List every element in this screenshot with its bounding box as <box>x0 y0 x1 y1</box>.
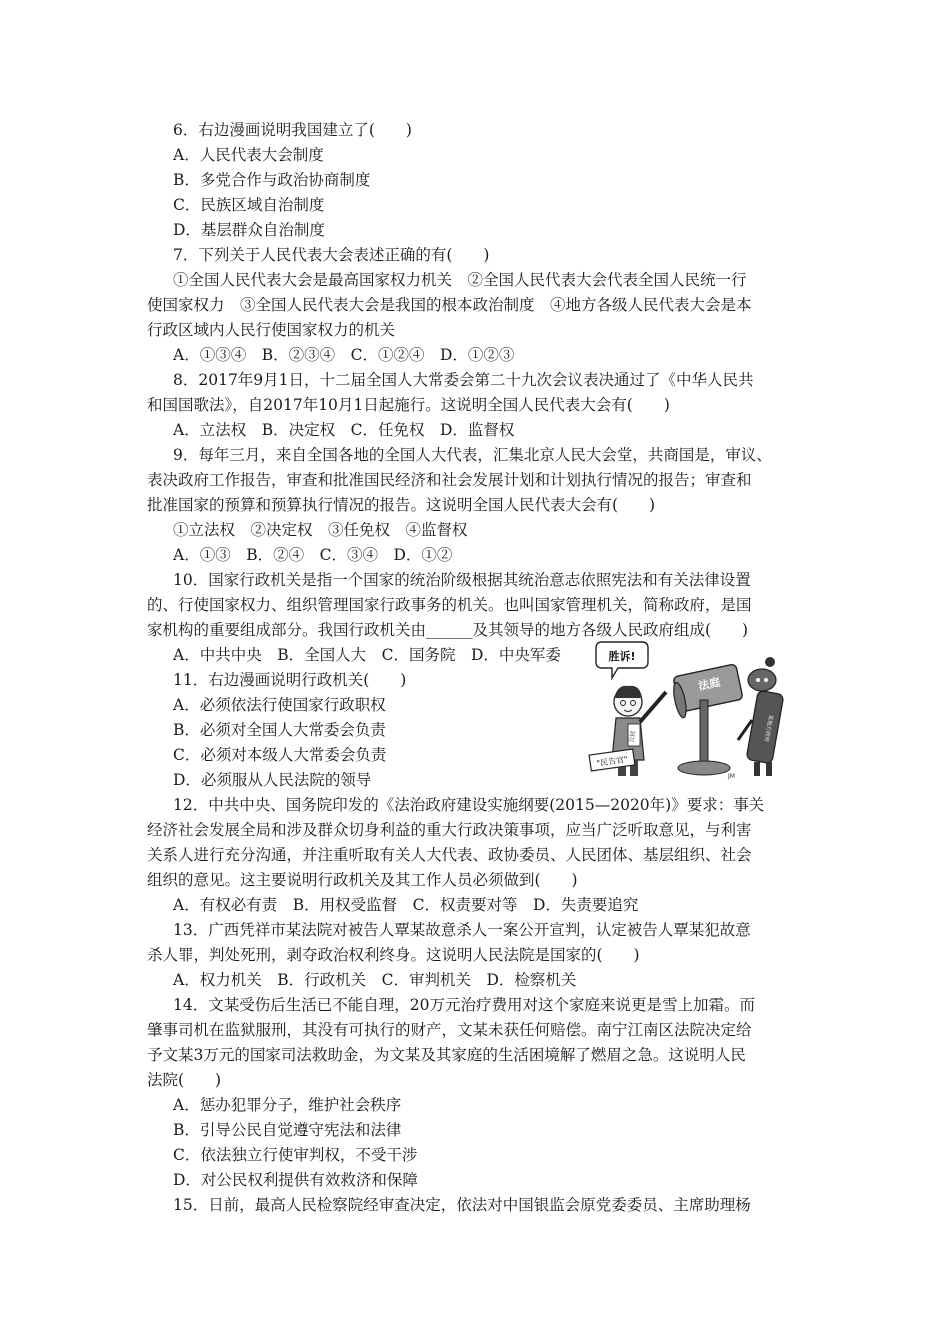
q11-option-d: D．必须服从人民法院的领导 <box>173 771 372 789</box>
q12-body-line-2: 关系人进行充分沟通，并注重听取有关人大代表、政协委员、人民团体、基层组织、社会 <box>147 846 752 864</box>
q10-options: A．中共中央 B．全国人大 C．国务院 D．中央军委 <box>173 646 561 664</box>
sign-text: "民告官" <box>596 754 629 769</box>
official-figure <box>738 657 784 776</box>
q8-options: A．立法权 B．决定权 C．任免权 D．监督权 <box>173 421 515 439</box>
q6-option-b: B．多党合作与政治协商制度 <box>173 171 371 189</box>
q11-option-a: A．必须依法行使国家行政职权 <box>173 696 386 714</box>
q6-option-d: D．基层群众自治制度 <box>173 221 325 239</box>
q15-stem: 15．日前，最高人民检察院经审查决定，依法对中国银监会原党委委员、主席助理杨 <box>173 1196 751 1214</box>
q9-items: ①立法权 ②决定权 ③任免权 ④监督权 <box>173 521 468 539</box>
q13-options: A．权力机关 B．行政机关 C．审判机关 D．检察机关 <box>173 971 577 989</box>
q11-option-c: C．必须对本级人大常委会负责 <box>173 746 387 764</box>
q9-options: A．①③ B．②④ C．③④ D．①② <box>173 546 453 564</box>
q10-body-line-1: 的、行使国家权力、组织管理国家行政事务的机关。也叫国家管理机关，简称政府，是国 <box>147 596 752 614</box>
q14-option-d: D．对公民权利提供有效救济和保障 <box>173 1171 418 1189</box>
q13-body-line-1: 杀人罪，判处死刑，剥夺政治权利终身。这说明人民法院是国家的( ) <box>147 946 640 964</box>
q6-option-a: A．人民代表大会制度 <box>173 146 324 164</box>
q8-body-line-1: 和国国歌法》，自2017年10月1日起施行。这说明全国人民代表大会有( ) <box>147 396 670 414</box>
q7-options: A．①③④ B．②③④ C．①②④ D．①②③ <box>173 346 515 364</box>
q14-body-line-2: 予文某3万元的国家司法救助金，为文某及其家庭的生活困境解了燃眉之急。这说明人民 <box>147 1046 746 1064</box>
official-label: 某地方政府 <box>762 714 774 743</box>
q14-option-c: C．依法独立行使审判权，不受干涉 <box>173 1146 418 1164</box>
q7-body-line-1: ①全国人民代表大会是最高国家权力机关 ②全国人民代表大会代表全国人民统一行 <box>173 271 747 289</box>
q8-stem: 8．2017年9月1日，十二届全国人大常委会第二十九次会议表决通过了《中华人民共 <box>173 371 754 389</box>
bubble-text: 胜诉! <box>608 650 636 663</box>
q12-options: A．有权必有责 B．用权受监督 C．权责要对等 D．失责要追究 <box>173 896 639 914</box>
q12-body-line-3: 组织的意见。这主要说明行政机关及其工作人员必须做到( ) <box>147 871 578 889</box>
q9-body-line-2: 批准国家的预算和预算执行情况的报告。这说明全国人民代表大会有( ) <box>147 496 656 514</box>
q7-body-line-3: 行政区域内人民行使国家权力的机关 <box>147 321 396 339</box>
q13-stem: 13．广西凭祥市某法院对被告人覃某故意杀人一案公开宣判，认定被告人覃某犯故意 <box>173 921 751 939</box>
q11-stem: 11．右边漫画说明行政机关( ) <box>173 671 407 689</box>
q14-option-a: A．惩办犯罪分子，维护社会秩序 <box>173 1096 402 1114</box>
q10-body-line-2: 家机构的重要组成部分。我国行政机关由______及其领导的地方各级人民政府组成( ) <box>147 621 749 639</box>
q9-stem: 9．每年三月，来自全国各地的全国人大代表，汇集北京人民大会堂，共商国是，审议、 <box>173 446 772 464</box>
q14-stem: 14．文某受伤后生活已不能自理，20万元治疗费用对这个家庭来说更是雪上加霜。而 <box>173 996 755 1014</box>
q12-stem: 12．中共中央、国务院印发的《法治政府建设实施纲要(2015—2020年)》要求：事关 <box>173 796 765 814</box>
artist-signature: JM <box>728 773 735 780</box>
q9-body-line-1: 表决政府工作报告，审查和批准国民经济和社会发展计划和计划执行情况的报告；审查和 <box>147 471 752 489</box>
q7-stem: 7．下列关于人民代表大会表述正确的有( ) <box>173 246 490 264</box>
q6-stem: 6．右边漫画说明我国建立了( ) <box>173 121 412 139</box>
q12-body-line-1: 经济社会发展全局和涉及群众切身利益的重大行政决策事项，应当广泛听取意见，与利害 <box>147 821 752 839</box>
q14-body-line-3: 法院( ) <box>147 1071 222 1089</box>
q7-body-line-2: 使国家权力 ③全国人民代表大会是我国的根本政治制度 ④地方各级人民代表大会是本 <box>147 296 752 314</box>
hammer-label: 法庭 <box>697 675 722 693</box>
q14-body-line-1: 肇事司机在监狱服刑，其没有可执行的财产，文某未获任何赔偿。南宁江南区法院决定给 <box>147 1021 752 1039</box>
q11-option-b: B．必须对全国人大常委会负责 <box>173 721 386 739</box>
citizen-badge: 公民 <box>628 730 638 744</box>
q14-option-b: B．引导公民自觉遵守宪法和法律 <box>173 1121 402 1139</box>
court-cartoon <box>588 640 784 782</box>
q6-option-c: C．民族区域自治制度 <box>173 196 325 214</box>
q10-stem: 10．国家行政机关是指一个国家的统治阶级根据其统治意志依照宪法和有关法律设置 <box>173 571 751 589</box>
